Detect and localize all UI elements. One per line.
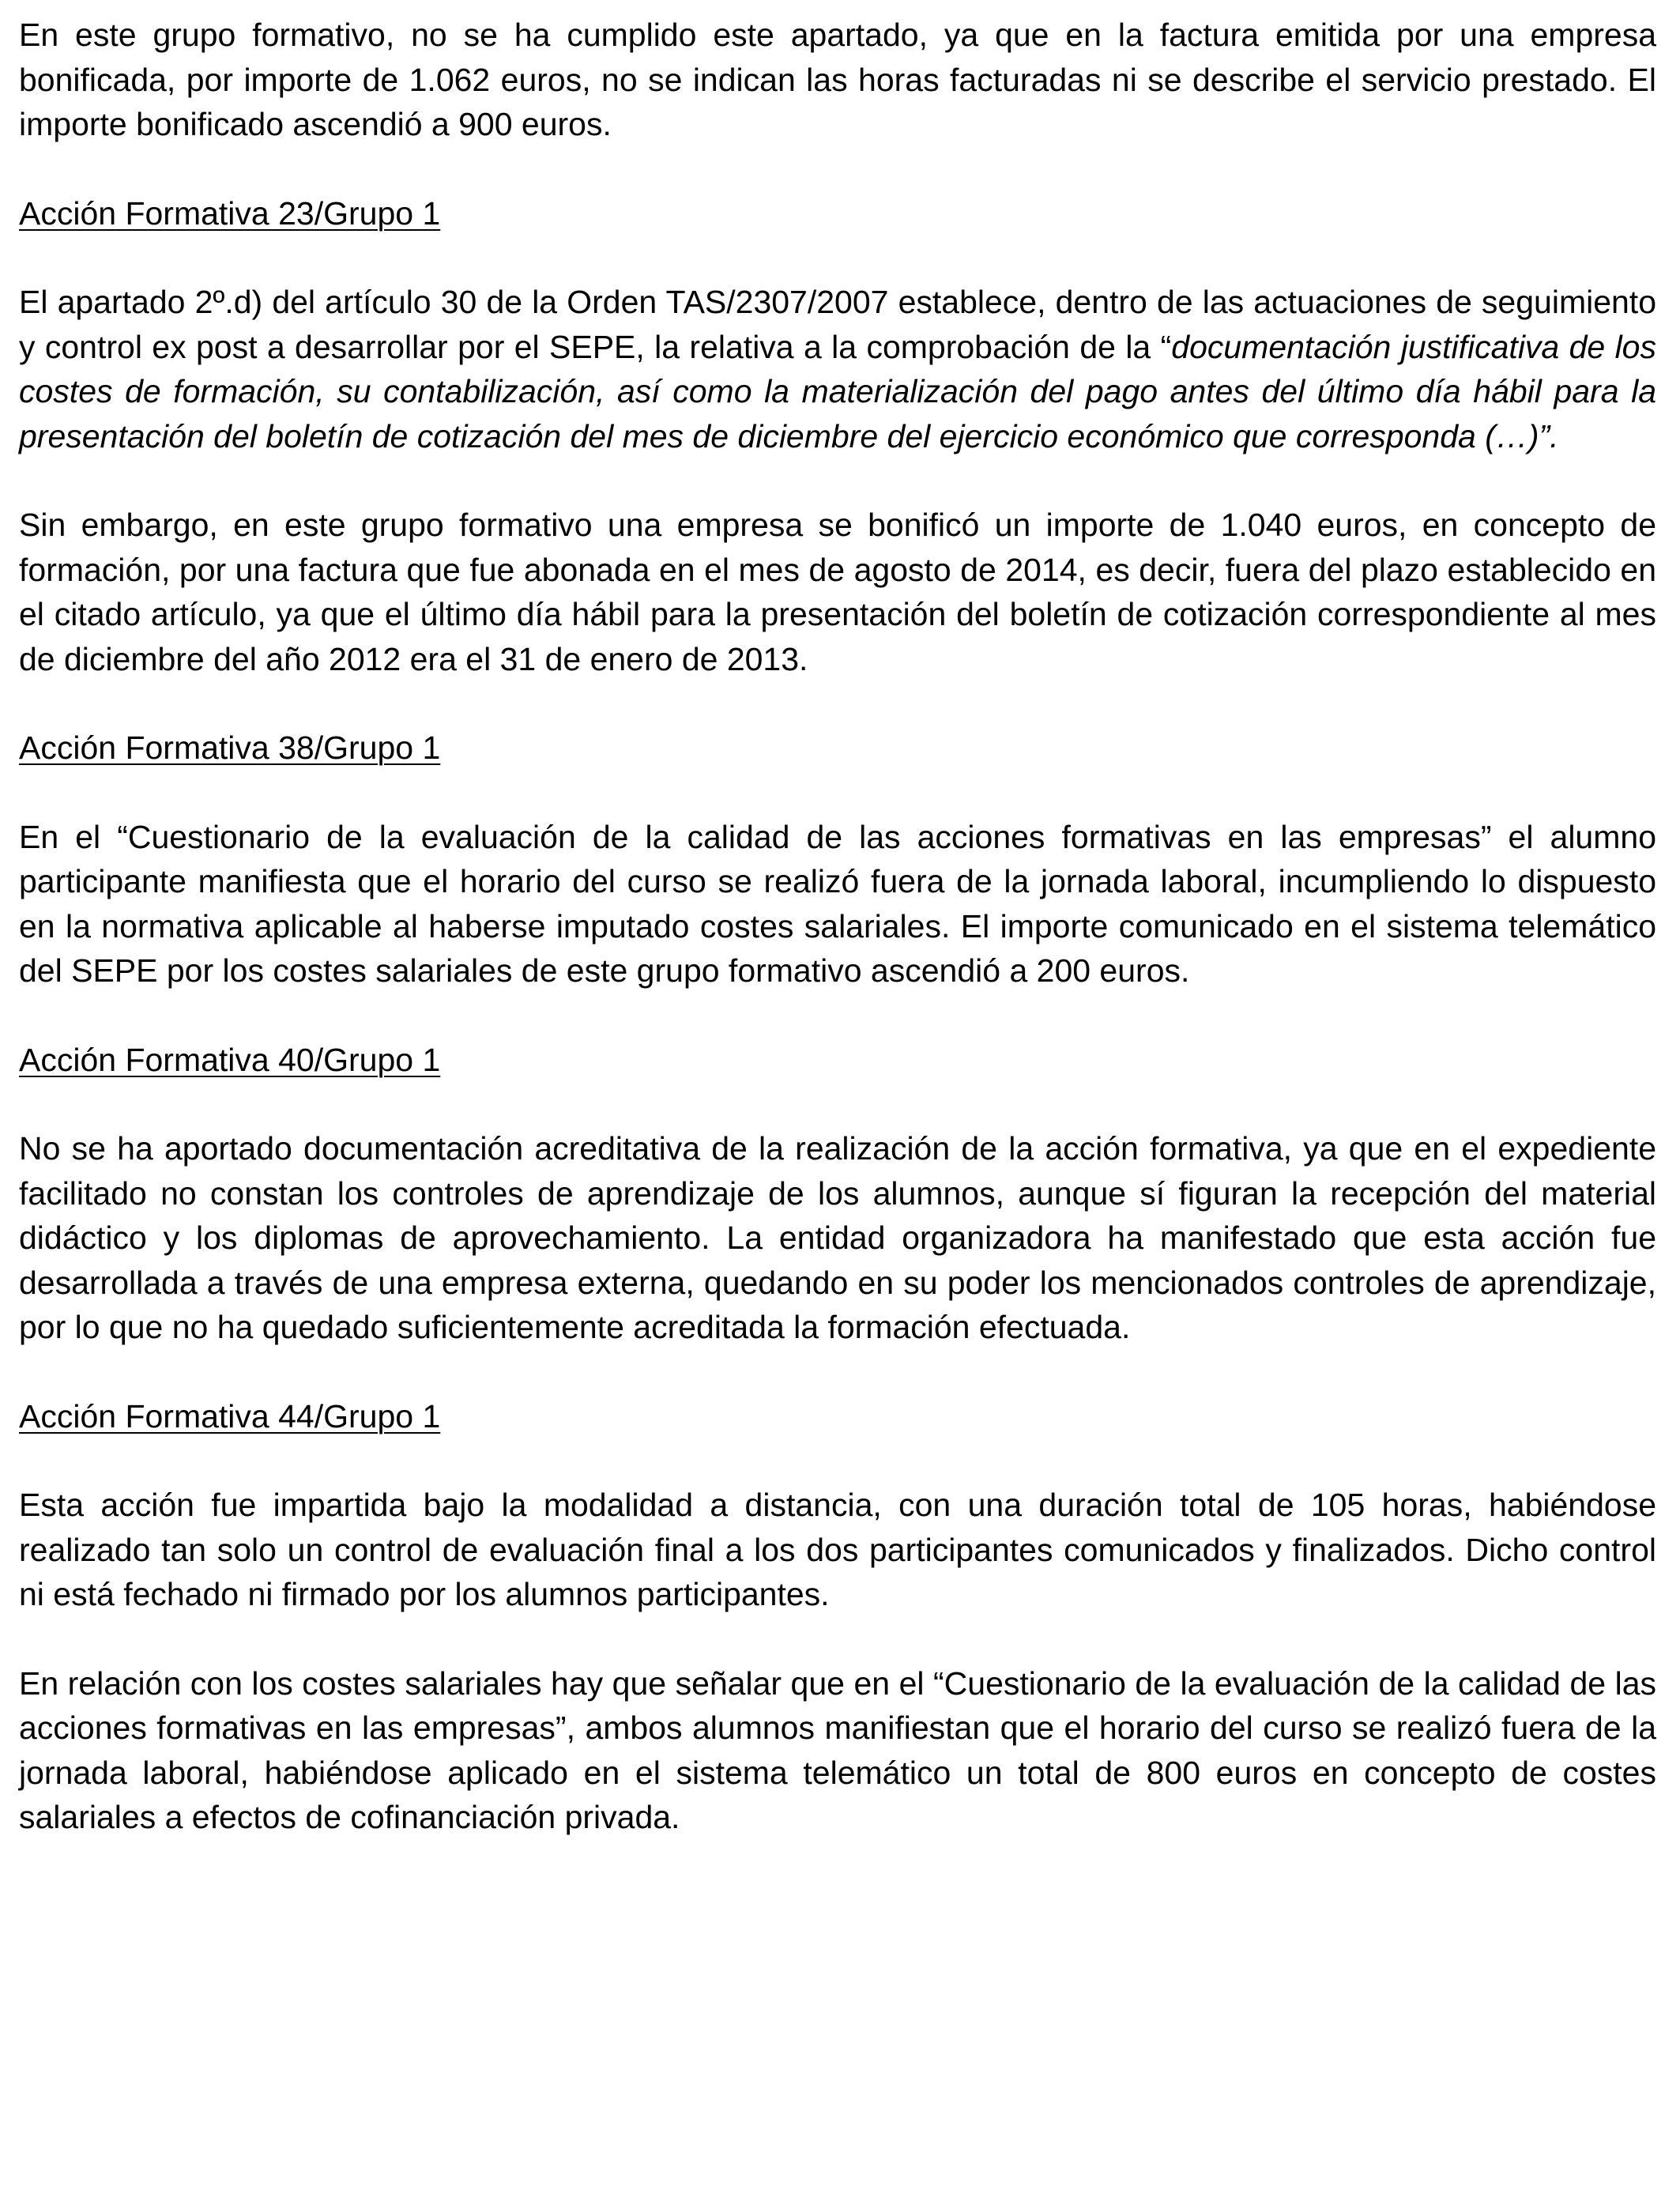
paragraph-orden-tas-quote: documentación justificativa de los costes de formación, su contabilización, así como la materialización del pago antes del último día hábil para la presentación del boletín de cotización del mes de diciembre del ejercicio económico que corresponda (…)”. — [19, 328, 1656, 454]
paragraph-documentation-af40: No se ha aportado documentación acreditativa de la realización de la acción formativa, ya que en el expediente facilitado no constan los controles de aprendizaje de los alumnos, aunque sí figuran la recepción del material didáctico y los diplomas de aprovechamiento. La entidad organizadora ha manifestado que esta acción fue desarrollada a través de una empresa externa, quedando en su poder los mencionados controles de aprendizaje, por lo que no ha quedado suficientemente acreditada la formación efectuada. — [19, 1130, 1656, 1345]
paragraph-distance-modality: Esta acción fue impartida bajo la modalidad a distancia, con una duración total de 105 horas, habiéndose realizado tan solo un control de evaluación final a los dos participantes comunicados y finalizados. Dicho control ni está fechado ni firmado por los alumnos participantes. — [19, 1487, 1656, 1612]
section-heading-af40: Acción Formativa 40/Grupo 1 — [19, 1041, 441, 1078]
section-heading-af44: Acción Formativa 44/Grupo 1 — [19, 1397, 441, 1434]
paragraph-payment-deadline: Sin embargo, en este grupo formativo una empresa se bonificó un importe de 1.040 euros, en concepto de formación, por una factura que fue abonada en el mes de agosto de 2014, es decir, fuera del plazo establecido en el citado artículo, ya que el último día hábil para la presentación del boletín de cotización correspondiente al mes de diciembre del año 2012 era el 31 de enero de 2013. — [19, 507, 1656, 677]
document-page — [19, 13, 1656, 1884]
section-heading-af23: Acción Formativa 23/Grupo 1 — [19, 194, 441, 232]
paragraph-cuestionario-af38: En el “Cuestionario de la evaluación de la calidad de las acciones formativas en las empresas” el alumno participante manifiesta que el horario del curso se realizó fuera de la jornada laboral, incumpliendo lo dispuesto en la normativa aplicable al haberse imputado costes salariales. El importe comunicado en el sistema telemático del SEPE por los costes salariales de este grupo formativo ascendió a 200 euros. — [19, 818, 1656, 989]
paragraph-salary-costs: En relación con los costes salariales hay que señalar que en el “Cuestionario de la evaluación de la calidad de las acciones formativas en las empresas”, ambos alumnos manifiestan que el horario del curso se realizó fuera de la jornada laboral, habiéndose aplicado en el sistema telemático un total de 800 euros en concepto de costes salariales a efectos de cofinanciación privada. — [19, 1664, 1656, 1835]
section-heading-af38: Acción Formativa 38/Grupo 1 — [19, 729, 441, 766]
paragraph-orden-tas-lead: El apartado 2º.d) del artículo 30 de la Orden TAS/2307/2007 establece, dentro de las actuaciones de seguimiento y control ex post a desarrollar por el SEPE, la relativa a la comprobación de la “ — [19, 284, 1656, 365]
paragraph-bonificada-invoice: En este grupo formativo, no se ha cumplido este apartado, ya que en la factura emitida por una empresa bonificada, por importe de 1.062 euros, no se indican las horas facturadas ni se describe el servicio prestado. El importe bonificado ascendió a 900 euros. — [19, 17, 1656, 142]
paragraph-orden-tas — [19, 280, 1656, 458]
